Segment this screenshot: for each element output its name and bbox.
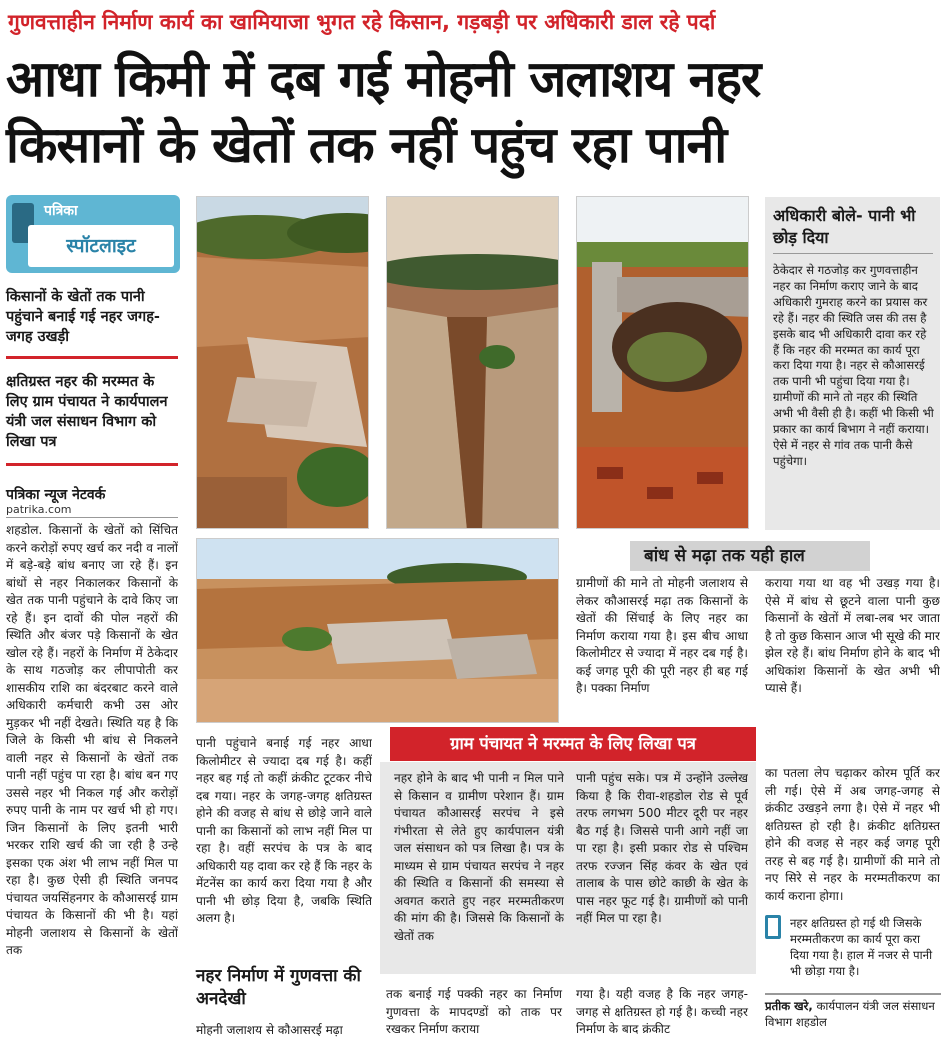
quote-signature — [765, 998, 941, 1030]
panel-column-1: नहर होने के बाद भी पानी न मिल पाने से किसान व ग्रामीण परेशान हैं। ग्राम पंचायत कौआसरई सरपंच ने इसे गंभीरता से लेते हुए कार्यपालन यंत्री जल संसाधन को पत्र लिखा है। पत्र के माध्यम से ग्राम पंचायत सरपंच ने नहर की स्थिति व किसानों की समस्या से अवगत कराते हुए नहर मरम्मतीकरण की मांग की है। जिससे कि किसानों के खेतों तक — [394, 771, 564, 943]
officials-box — [765, 197, 940, 530]
bottom-column-1: तक बनाई गई पक्की नहर का निर्माण गुणवत्ता के मापदण्डों को ताक पर रखकर निर्माण कराया — [386, 987, 562, 1036]
official-quote: नहर क्षतिग्रस्त हो गई थी जिसके मरम्मतीकरण का कार्य पूरा करा दिया गया है। हाल में नजर से पानी भी छोड़ा गया है। — [790, 916, 933, 978]
section-heading-quality: नहर निर्माण में गुणवत्ता की अनदेखी — [196, 966, 361, 1009]
site-url: patrika.com — [6, 503, 72, 516]
panel-column-2: पानी पहुंच सके। पत्र में उन्होंने उल्लेख किया है कि रीवा-शहडोल रोड से पूर्व तरफ लगभग 500 मीटर दूरी पर नहर बैठ गई है। जिससे पानी आगे नहीं जा पा रहा है। इसी प्रकार रोड से पश्चिम तरफ रज्जन सिंह कंवर के खेत एवं तालाब के पास छोटे काछी के खेत के पास नहर फूट गई है। ग्रामीणों को पानी नहीं मिल पा रहा है। — [576, 771, 748, 925]
officials-box-text: ठेकेदार से गठजोड़ कर गुणवत्ताहीन नहर का निर्माण कराए जाने के बाद अधिकारी गुमराह करने का प्रयास कर रहे हैं। नहर की स्थिति जस की तस है इसके बाद भी अधिकारी दावा कर रहे हैं कि नहर की मरम्मत का कार्य पूरा करा दिया गया है। नहर से कौआसरई तक पानी भी पहुंचा दिया गया है। ग्रामीणों की माने तो नहर की स्थिति अभी भी वैसी ही है। कहीं भी किसी भी प्रकार का कार्य बिभाग ने नहीं कराया। ऐसे में नहर से गांव तक पानी कैसे पहुंचेगा। — [773, 263, 934, 468]
photo-canal-damage-3 — [576, 196, 749, 529]
headline-line-1: आधा किमी में दब गई मोहनी जलाशय नहर — [6, 50, 761, 108]
spotlight-tag: पत्रिका — [44, 203, 78, 219]
officials-box-heading: अधिकारी बोले- पानी भी छोड़ दिया — [773, 206, 916, 247]
red-heading-panchayat: ग्राम पंचायत ने मरम्मत के लिए लिखा पत्र — [390, 727, 756, 761]
column-2-bottom: मोहनी जलाशय से कौआसरई मढ़ा — [196, 1023, 343, 1037]
byline: पत्रिका न्यूज नेटवर्क — [6, 487, 106, 503]
column-2-text: पानी पहुंचाने बनाई गई नहर आधा किलोमीटर से ज्यादा दब गई है। कहीं नहर बह गई तो कहीं क्रंकीट टूटकर नीचे दब गया। नहर के जगह-जगह क्षतिग्रस्त होने की वजह से बांध से छोड़े जाने वाले पानी का किसानों को लाभ नहीं मिल पा रहा है। वहीं सरपंच के पत्र के बाद अधिकारी यह दावा कर रहे हैं कि नहर के मेंटनेंस का कार्य करा दिया गया है और पानी भी छोड़ दिया है, जबकि स्थिति अलग है। — [196, 736, 372, 925]
kicker-line: गुणवत्ताहीन निर्माण कार्य का खामियाजा भुगत रहे किसान, गड़बड़ी पर अधिकारी डाल रहे पर्दा — [8, 10, 716, 34]
headline-line-2: किसानों के खेतों तक नहीं पहुंच रहा पानी — [6, 116, 727, 174]
right-column-text: का पतला लेप चढ़ाकर कोरम पूर्ति कर ली गई। ऐसे में अब जगह-जगह से क्रंकीट उखड़ने लगा है। ऐसे में नहर भी क्षतिग्रस्त हो रही है। क्रंकीट क्षतिग्रस्त होने की वजह से नहर कई जगह पूरी तरह से बह गई है। ग्रामीणों की माने तो नए सिरे से नहर के मरम्मतीकरण का कार्य कराना होगा। — [765, 766, 940, 903]
quote-icon — [765, 915, 781, 939]
quote-designation: कार्यपालन यंत्री जल संसाधन विभाग शहडोल — [765, 999, 935, 1029]
mid-column-2: कराया गया था वह भी उखड़ गया है। ऐसे में बांध से छूटने वाला पानी कुछ किसानों के खेतों में लबा-लब भर जाता है तो कुछ किसान आज भी सूखे की मार झेल रहे हैं। बांध निर्माण होने के बाद भी अधिकांश किसानों के खेत अभी भी प्यासे हैं। — [765, 576, 940, 695]
divider — [773, 253, 933, 254]
photo-canal-damage-2 — [386, 196, 559, 529]
divider — [765, 993, 941, 995]
column-1-text: शहडोल. किसानों के खेतों को सिंचित करने करोड़ों रुपए खर्च कर नदी व नालों में बड़े-बड़े बांध बनाए जा रहे हैं। इन बांधों से नहर निकालकर किसानों के खेत तक पानी पहुंचाने के दावे किए जा रहे हैं। इन दावों की पोल नहरों की स्थिति और बंजर पड़े किसानों के खेत खोल रहे हैं। नहरों के निर्माण में ठेकेदार के साथ गठजोड़ कर लीपापोती कर शासकीय राशि का बंदरबाट करने वाले अधिकारी कर्मचारी कभी उस ओर मुड़कर भी नहीं देखते। स्थिति यह है कि जिले के किसी भी बांध से निकलने वाली नहर से किसानों के खेतों तक पानी नहीं पहुंच पा रहा है। बांध बन गए उससे नहर भी निकल गई और करोड़ों रुपए पानी के नाम पर खर्च भी हो गए। जिन किसानों के लिए इतनी भारी भरकर राशि खर्च की जा रही है उन्हे इसका एक अंश भी लाभ नहीं मिल पा रहा है। कुछ ऐसी ही स्थिति जनपद पंचायत जयसिंहनगर के कौआसरई ग्राम पंचायत के किसानों की भी है। यहां मोहनी जलाशय से किसानों के खेतों तक — [6, 523, 178, 957]
photo-canal-damage-1 — [196, 196, 369, 529]
divider — [6, 356, 178, 359]
quote-name: प्रतीक खरे, — [765, 999, 813, 1013]
side-highlight-2: क्षतिग्रस्त नहर की मरम्मत के लिए ग्राम पंचायत ने कार्यपालन यंत्री जल संसाधन विभाग को लिखा पत्र — [6, 374, 168, 450]
divider — [6, 463, 178, 466]
mid-column-1: ग्रामीणों की माने तो मोहनी जलाशय से लेकर कौआसरई मढ़ा तक किसानों के खेतों की सिंचाई के लिए नहर का निर्माण कराया गया है। इस बीच आधा किलोमीटर से ज्यादा में नहर दब गई है। कई जगह पूरी की पूरी नहर ही बह गई है। पक्का निर्माण — [576, 576, 748, 695]
bottom-column-2: गया है। यही वजह है कि नहर जगह-जगह से क्षतिग्रस्त हो गई है। कच्ची नहर निर्माण के बाद क्रंकीट — [576, 987, 748, 1036]
side-highlight-1: किसानों के खेतों तक पानी पहुंचाने बनाई गई नहर जगह-जगह उखड़ी — [6, 289, 160, 345]
divider — [6, 517, 178, 518]
spotlight-name: स्पॉटलाइट — [28, 225, 174, 267]
spotlight-badge — [6, 195, 180, 273]
photo-canal-wide — [196, 538, 559, 723]
subhead-dam-to-madha: बांध से मढ़ा तक यही हाल — [630, 541, 870, 571]
